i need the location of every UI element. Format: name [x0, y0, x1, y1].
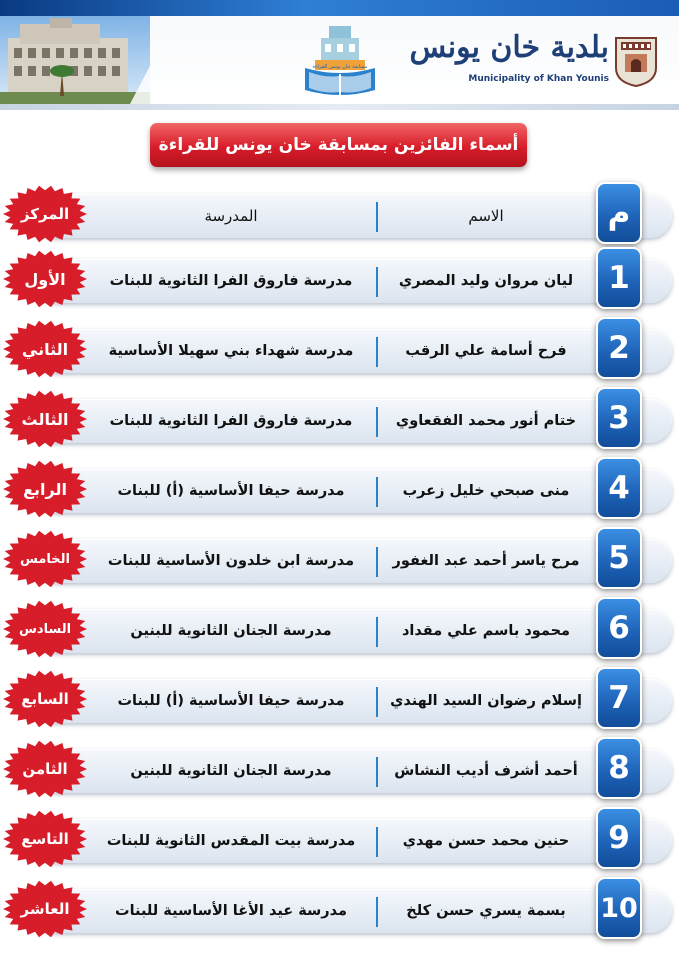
rank-badge: [2, 809, 88, 869]
winner-name: فرح أسامة علي الرقب: [405, 343, 567, 359]
table-row: [0, 385, 679, 453]
table-row: [0, 805, 679, 873]
table-header-row: [0, 180, 679, 248]
winner-name: بسمة يسري حسن كلخ: [406, 903, 566, 919]
rank-label: السادس: [18, 621, 72, 637]
rank-badge: [2, 599, 88, 659]
header-divider: [0, 104, 679, 110]
column-header-rank: المركز: [20, 205, 70, 223]
rank-label: الثاني: [21, 339, 69, 359]
winner-name: منى صبحي خليل زعرب: [402, 483, 570, 499]
column-header-number: م: [596, 182, 642, 244]
winner-name: أحمد أشرف أديب النشاش: [394, 763, 578, 779]
rank-label: السابع: [21, 690, 69, 708]
contest-logo-caption: مسابقة خان يونس للقراءة: [312, 64, 368, 70]
winner-school: مدرسة حيفا الأساسية (أ) للبنات: [117, 483, 345, 499]
rank-badge: [2, 669, 88, 729]
winner-name: محمود باسم علي مقداد: [401, 623, 571, 639]
winner-school: مدرسة حيفا الأساسية (أ) للبنات: [117, 693, 345, 709]
winner-name: إسلام رضوان السيد الهندي: [390, 693, 582, 709]
municipality-emblem-icon: [613, 32, 659, 88]
rank-label: الأول: [24, 269, 66, 289]
rank-label: الرابع: [23, 479, 67, 499]
table-row: [0, 665, 679, 733]
winner-name: مرح ياسر أحمد عبد الغفور: [392, 553, 580, 569]
winner-school: مدرسة عيد الأغا الأساسية للبنات: [115, 903, 347, 919]
municipality-logo: [409, 30, 659, 100]
rank-badge: [2, 739, 88, 799]
rank-badge: [2, 529, 88, 589]
row-number: 7: [596, 667, 642, 729]
row-number: 5: [596, 527, 642, 589]
winner-name: ليان مروان وليد المصري: [398, 273, 574, 289]
winner-name: حنين محمد حسن مهدي: [402, 833, 570, 849]
rank-label: الخامس: [20, 551, 71, 567]
table-row: [0, 875, 679, 943]
municipality-name-english: Municipality of Khan Younis: [468, 74, 609, 84]
row-number: 10: [596, 877, 642, 939]
rank-label: التاسع: [21, 830, 69, 848]
header-color-bar: [0, 0, 679, 16]
table-row: [0, 315, 679, 383]
column-header-school: المدرسة: [204, 207, 258, 225]
rank-label: الثالث: [21, 409, 69, 429]
table-row: [0, 595, 679, 663]
city-hall-building-image: [0, 16, 150, 104]
page-title: أسماء الفائزين بمسابقة خان يونس للقراءة: [150, 123, 527, 167]
winner-school: مدرسة شهداء بني سهيلا الأساسية: [108, 343, 354, 359]
table-row: [0, 735, 679, 803]
row-number: 6: [596, 597, 642, 659]
municipality-name-arabic: بلدية خان يونس: [409, 30, 609, 65]
table-row: [0, 525, 679, 593]
column-header-rank-badge: [2, 184, 88, 244]
row-number: 8: [596, 737, 642, 799]
rank-badge: [2, 389, 88, 449]
rank-badge: [2, 879, 88, 939]
row-number: 1: [596, 247, 642, 309]
winner-school: مدرسة الجنان الثانوية للبنين: [130, 623, 332, 639]
winner-name: ختام أنور محمد الفقعاوي: [395, 413, 577, 429]
row-number: 9: [596, 807, 642, 869]
winner-school: مدرسة ابن خلدون الأساسية للبنات: [107, 553, 355, 569]
page-header: [0, 0, 679, 110]
rank-label: العاشر: [20, 900, 70, 918]
row-number: 2: [596, 317, 642, 379]
table-row: [0, 245, 679, 313]
rank-badge: [2, 319, 88, 379]
winner-school: مدرسة فاروق الفرا الثانوية للبنات: [109, 413, 353, 429]
row-number: 3: [596, 387, 642, 449]
rank-badge: [2, 459, 88, 519]
rank-badge: [2, 249, 88, 309]
row-number: 4: [596, 457, 642, 519]
column-header-name: الاسم: [468, 207, 504, 225]
rank-label: الثامن: [22, 760, 68, 778]
reading-contest-logo: [295, 22, 385, 102]
table-row: [0, 455, 679, 523]
winner-school: مدرسة فاروق الفرا الثانوية للبنات: [109, 273, 353, 289]
winner-school: مدرسة بيت المقدس الثانوية للبنات: [106, 833, 356, 849]
winner-school: مدرسة الجنان الثانوية للبنين: [130, 763, 332, 779]
